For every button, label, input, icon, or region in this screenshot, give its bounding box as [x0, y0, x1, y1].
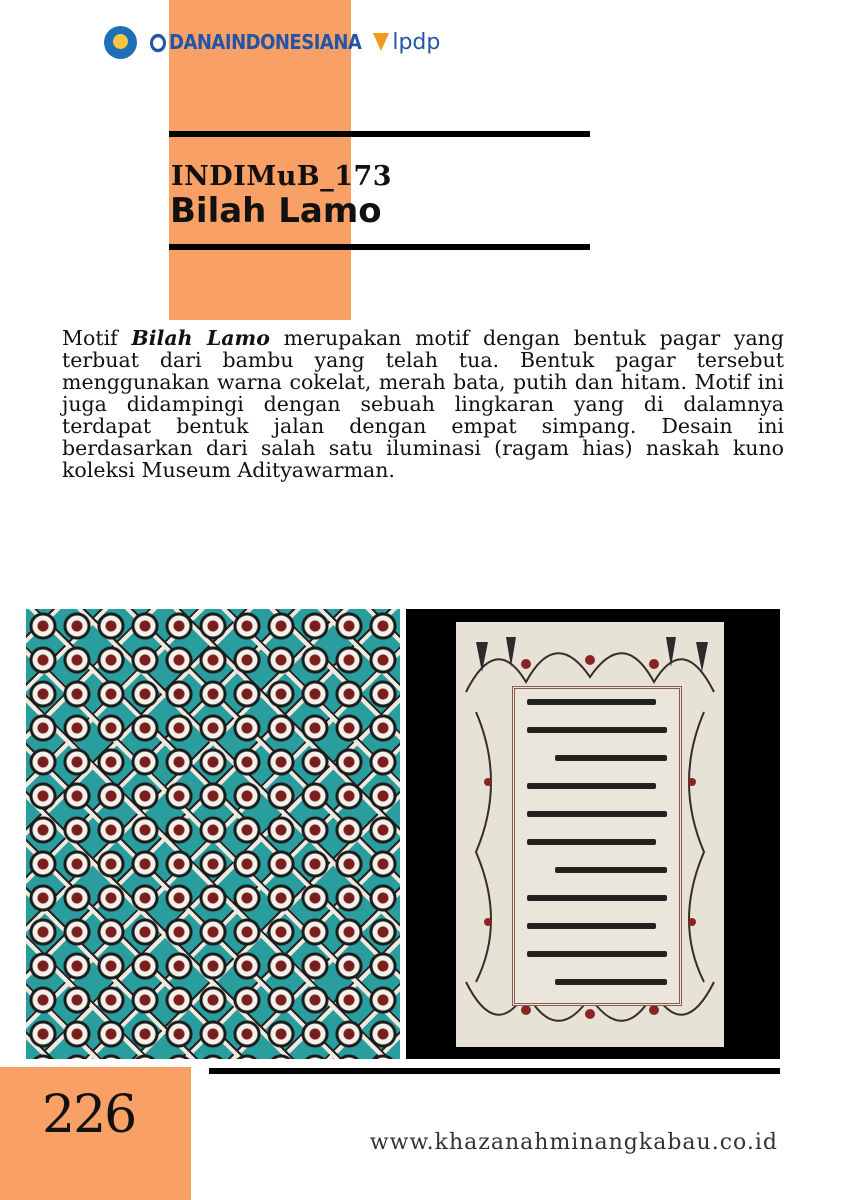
- dana-indonesiana-text: DANAINDONESIANA: [169, 29, 362, 55]
- footer-rule: [209, 1068, 780, 1074]
- manuscript-text-frame: [512, 686, 682, 1006]
- dana-indonesiana-icon: [150, 33, 166, 51]
- description-motif-name: Bilah Lamo: [131, 326, 270, 350]
- lpdp-flame-icon: [373, 33, 389, 51]
- description-body: merupakan motif dengan bentuk pagar yang terbuat dari bambu yang telah tua. Bentuk pagar tersebut menggunakan warna cokelat, merah bata, putih dan hitam. Motif ini juga didampingi dengan sebuah lingkaran yang di dalamnya terdapat bentuk jalan dengan empat simpang. Desain ini berdasarkan dari salah satu iluminasi (ragam hias) naskah kuno koleksi Museum Adityawarman.: [62, 326, 784, 482]
- sponsor-logos: [104, 22, 440, 62]
- manuscript-page: [456, 622, 724, 1047]
- motif-description: [62, 327, 784, 481]
- dana-indonesiana-logo: [150, 30, 361, 54]
- manuscript-text-lines: [527, 699, 667, 1007]
- title-bottom-rule: [169, 244, 590, 250]
- manuscript-illumination-image: [406, 609, 780, 1059]
- motif-pattern-image: [26, 609, 400, 1059]
- page-number: 226: [42, 1085, 136, 1145]
- motif-code: INDIMuB_173: [171, 161, 393, 192]
- website-url: www.khazanahminangkabau.co.id: [369, 1130, 778, 1155]
- top-rule: [169, 131, 590, 137]
- kemdikbud-logo-icon: [104, 26, 137, 59]
- lpdp-text: lpdp: [392, 29, 441, 55]
- lpdp-logo: [373, 30, 440, 55]
- description-prefix: Motif: [62, 326, 132, 350]
- motif-title: Bilah Lamo: [170, 191, 382, 231]
